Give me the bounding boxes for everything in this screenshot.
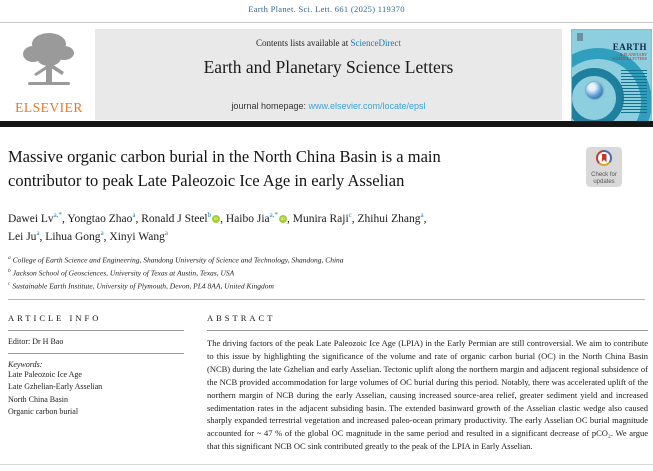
author [141,213,226,225]
keywords-label: Keywords: [8,360,43,369]
author-affiliation-sup: a [164,229,168,238]
affiliation-list [8,254,650,293]
affiliation [8,267,650,280]
affiliation-text: Sustainable Earth Institute, University of Plymouth, Devon, PL4 8AA, United Kingdom [10,281,274,291]
author-line-1 [8,210,650,228]
author [109,231,168,243]
author [293,213,358,225]
author [8,231,45,243]
header-divider [0,22,653,23]
author-affiliation-sup: a [36,229,40,238]
check-updates-label: Check for updates [591,172,617,185]
homepage-line [95,101,562,111]
masthead-black-bar [0,121,653,127]
author [8,213,67,225]
affiliation-text: College of Earth Science and Engineering, Shandong University of Science and Technology, Shandong, China [10,255,344,265]
homepage-prefix: journal homepage: [231,101,309,111]
section-divider [8,299,645,300]
affiliation-sup: b [8,267,11,274]
footer-divider [0,464,653,465]
author-name: Ronald J Steel [141,213,208,225]
affiliation [8,280,650,293]
keyword: Organic carbon burial [8,407,79,417]
article-info-heading: ARTICLE INFO [8,313,102,323]
author-affiliation-sup: c [348,211,352,220]
contents-prefix: Contents lists available at [256,38,351,48]
running-head-citation: Earth Planet. Sci. Lett. 661 (2025) 119370 [248,4,405,14]
article-title: Massive organic carbon burial in the North China Basin is a main contributor to peak Late Paleozoic Ice Age in early Asselian [8,147,441,190]
author-affiliation-sup: a,* [269,211,279,220]
column-rule [207,330,648,331]
author-name: Munira Raji [292,213,349,225]
author-name: Lei Ju [8,231,37,244]
contents-line [95,38,562,48]
earth-globe-icon [586,82,603,99]
journal-homepage-link[interactable]: www.elsevier.com/locate/epsl [308,101,426,111]
sciencedirect-link[interactable]: ScienceDirect [350,38,401,48]
article-info-column [8,313,184,419]
author-separator: , [287,213,293,225]
elsevier-wordmark: ELSEVIER [15,100,83,115]
author [67,213,141,225]
affiliation-sup: c [8,280,11,287]
keyword: North China Basin [8,394,68,404]
author-separator: , [135,213,142,225]
author-separator: , [39,231,46,244]
author-name: Haibo Jia [225,213,270,225]
author [45,231,109,243]
elsevier-tree-icon [18,81,80,98]
author-separator: , [103,231,110,244]
column-rule [8,353,184,354]
affiliation-sup: a [8,255,11,261]
author-name: Zhihui Zhang [357,213,421,225]
orcid-icon[interactable]: iD [279,215,287,223]
author [358,213,427,225]
author-name: Lihua Gong [45,231,101,244]
cover-title: EARTH [612,42,647,52]
check-updates-icon [596,150,612,166]
author-list [8,210,650,247]
column-rule [8,330,184,331]
journal-masthead [95,29,562,120]
keyword: Late Paleozoic Ice Age [8,370,82,379]
cover-publisher-mark [577,33,583,41]
author-affiliation-sup: a [420,211,424,220]
author-separator: , [423,213,427,225]
abstract-heading: ABSTRACT [207,313,276,323]
affiliation-text: Jackson School of Geosciences, University of Texas at Austin, Texas, USA [10,268,235,278]
cover-article-list-lines [621,70,647,114]
orcid-icon[interactable]: iD [212,215,220,223]
author-separator: , [220,213,226,225]
elsevier-logo [4,30,94,120]
editor-line: Editor: Dr H Bao [8,337,64,346]
author-affiliation-sup: a [132,211,136,220]
author-line-2 [8,228,650,246]
cover-subtitle: & PLANETARY SCIENCE LETTERS [612,52,647,62]
affiliation [8,254,650,267]
author-name: Dawei Lv [8,213,54,225]
author-affiliation-sup: a [100,229,104,238]
abstract-text: The driving factors of the peak Late Paleozoic Ice Age (LPIA) in the Early Permian are still controversial. We aim to contribute to this issue by highlighting the significance of the volume and rate of organic carbon burial (OC) in the North China Basin (NCB) during the late Gzhelian and early Asselian. Tectonic uplift along the northern margin and adjacent regional subsidence of the NCB provided accommodation for large volumes of OC burial during this period. Notably, there was accelerated uplift of the northern margin of NCB during the early Asselian, causing increased source-area relief, greater sediment yield and increased sedimentation rates in the adjacent subsiding basin. The extended basinward growth of the Asselian clastic wedge also caused sharply expanded terrestrial vegetation and increased paleo-ocean primary productivity. The early Asselian OC burial magnitude accounted for ~ 47 % of the global OC magnitude in the same period and resulted in a significant decrease of pCO₂. We argue that this significant NCB OC sink contributed greatly to the peak of the LPIA in Early Asselian. [207,338,648,452]
abstract-column [207,313,648,453]
journal-title: Earth and Planetary Science Letters [203,57,454,77]
keyword: Late Gzhelian-Early Asselian [8,382,103,392]
author-separator: , [62,213,68,225]
author-affiliation-sup: b [207,211,212,220]
author-name: Xinyi Wang [109,231,165,244]
author-affiliation-sup: a,* [53,211,63,220]
check-for-updates-badge[interactable] [586,147,622,187]
author [226,213,293,225]
author-separator: , [351,213,358,225]
journal-cover-thumbnail[interactable] [571,29,652,123]
author-name: Yongtao Zhao [67,213,133,225]
